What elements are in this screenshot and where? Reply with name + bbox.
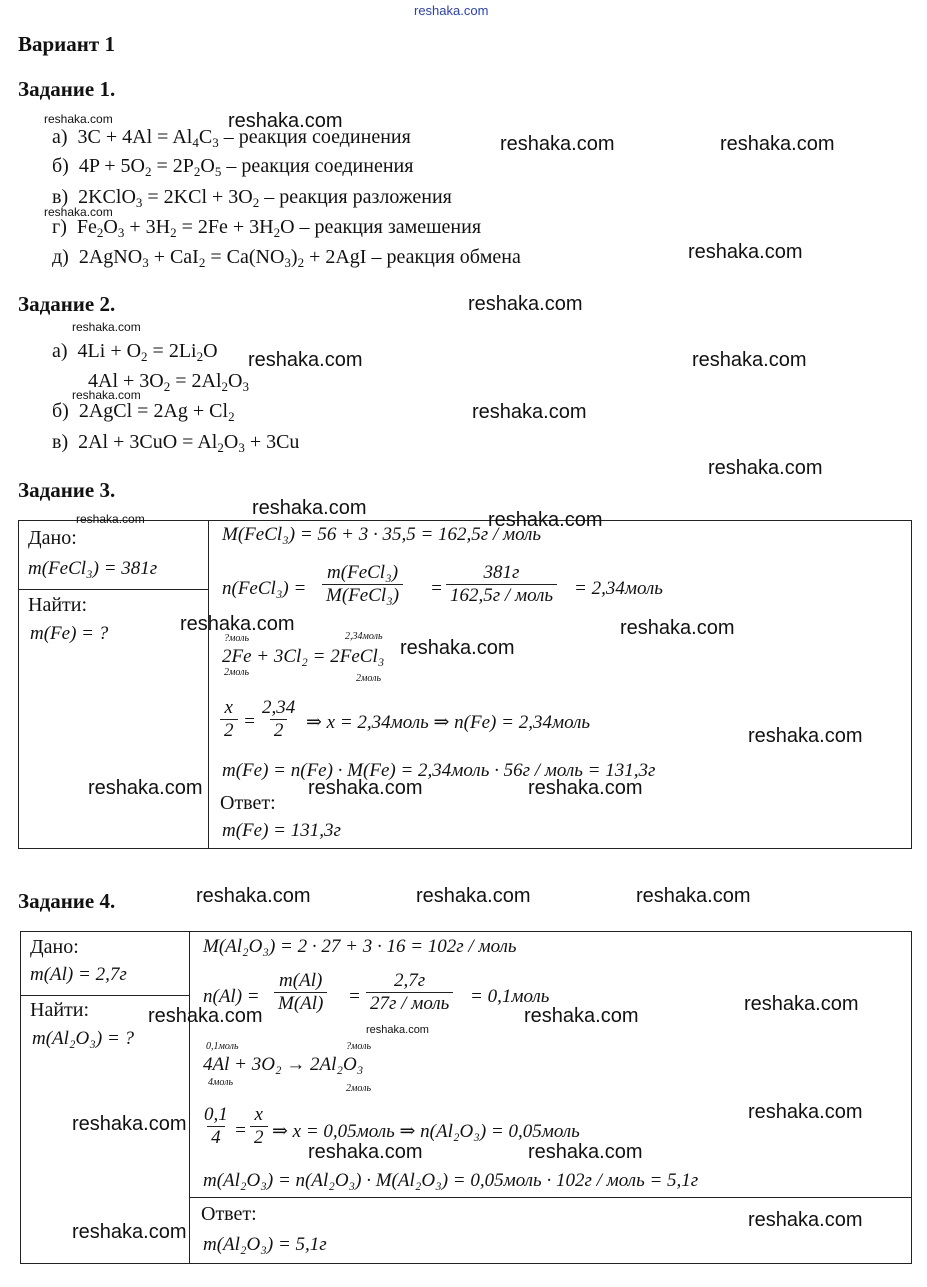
watermark: reshaka.com	[620, 617, 735, 639]
task1-heading: Задание 1.	[18, 77, 116, 101]
watermark: reshaka.com	[748, 1209, 863, 1231]
task4-given-separator	[20, 995, 189, 996]
task3-given-label: Дано:	[28, 527, 77, 549]
watermark: reshaka.com	[472, 401, 587, 423]
watermark: reshaka.com	[416, 885, 531, 907]
task4-react-top2: ?моль	[346, 1041, 372, 1052]
task4-react-bot2: 2моль	[346, 1083, 372, 1094]
task4-divider	[189, 931, 190, 1263]
task3-mass-calc: m(Fe) = n(Fe) · M(Fe) = 2,34моль · 56г / моль = 131,3г	[222, 760, 656, 781]
watermark: reshaka.com	[524, 1005, 639, 1027]
task3-molar-mass: M(FeCl₃) = 56 + 3 · 35,5 = 162,5г / моль	[222, 524, 542, 545]
task4-proportion-result: ⇒ x = 0,05моль ⇒ n(Al₂O₃) = 0,05моль	[272, 1121, 580, 1142]
watermark-small: reshaka.com	[72, 388, 141, 402]
task3-answer-label: Ответ:	[220, 792, 276, 814]
variant-title: Вариант 1	[18, 32, 115, 56]
watermark-small: reshaka.com	[76, 512, 145, 526]
task4-fraction-formula: m(Al) M(Al)	[274, 970, 327, 1015]
watermark: reshaka.com	[308, 1141, 423, 1163]
watermark: reshaka.com	[528, 777, 643, 799]
task3-find-label: Найти:	[28, 594, 88, 616]
watermark: reshaka.com	[468, 293, 583, 315]
watermark: reshaka.com	[196, 885, 311, 907]
watermark: reshaka.com	[72, 1221, 187, 1243]
task2-item-a-line1: а) $4Li + O_2 = 2Li_2O$	[52, 340, 218, 364]
task4-proportion-right: x 2	[250, 1104, 268, 1149]
task3-proportion-result: ⇒ x = 2,34моль ⇒ n(Fe) = 2,34моль	[306, 712, 591, 733]
task3-equals: =	[430, 578, 443, 599]
task3-frac1-num: m(FeCl₃)	[327, 562, 399, 583]
task3-find-value: m(Fe) = ?	[30, 623, 109, 644]
task3-reaction: 2Fe + 3Cl₂ = 2FeCl₃	[222, 646, 385, 667]
watermark: reshaka.com	[636, 885, 751, 907]
task2-item-b: б) 2AgCl = $2Ag + Cl_2$	[52, 400, 235, 424]
watermark: reshaka.com	[688, 241, 803, 263]
watermark: reshaka.com	[744, 993, 859, 1015]
watermark: reshaka.com	[252, 497, 367, 519]
task3-n-rhs: = 2,34моль	[574, 578, 663, 599]
watermark-small: reshaka.com	[44, 112, 113, 126]
task4-react-bot1: 4моль	[208, 1077, 234, 1088]
task4-equals: =	[348, 986, 361, 1007]
watermark: reshaka.com	[248, 349, 363, 371]
watermark: reshaka.com	[748, 725, 863, 747]
watermark: reshaka.com	[228, 110, 343, 132]
watermark: reshaka.com	[692, 349, 807, 371]
task3-frac2-den: 162,5г / моль	[446, 584, 557, 607]
task2-item-v: в) $2Al + 3CuO = Al_2O_3 + 3Cu$	[52, 431, 300, 455]
task4-reaction: 4Al + 3O₂ → 2Al₂O₃	[203, 1054, 364, 1075]
watermark-small: reshaka.com	[72, 320, 141, 334]
task4-answer-separator	[189, 1197, 911, 1198]
task4-molar-mass: M(Al₂O₃) = 2 · 27 + 3 · 16 = 102г / моль	[203, 936, 517, 957]
task1-item-a: а) $3C + 4Al = Al_4C_3$ – реакция соединения	[52, 126, 411, 150]
watermark: reshaka.com	[720, 133, 835, 155]
task2-item-a-line2: $4Al + 3O_2 = 2Al_2O_3$	[88, 370, 249, 394]
task4-find-value: m(Al₂O₃) = ?	[32, 1028, 135, 1049]
task4-prop-equals: =	[234, 1120, 247, 1141]
task4-given-value: m(Al) = 2,7г	[30, 964, 127, 985]
task4-heading: Задание 4.	[18, 889, 116, 913]
task3-react-bot1: 2моль	[224, 667, 250, 678]
watermark: reshaka.com	[400, 637, 515, 659]
task1-item-b: б) $4P + 5O_2 = 2P_2O_5$ – реакция соединения	[52, 155, 414, 179]
task2-heading: Задание 2.	[18, 292, 116, 316]
task3-answer: m(Fe) = 131,3г	[222, 820, 341, 841]
watermark: reshaka.com	[528, 1141, 643, 1163]
task3-proportion-left: x 2	[220, 697, 238, 742]
watermark: reshaka.com	[500, 133, 615, 155]
task3-proportion-right: 2,34 2	[262, 697, 296, 741]
task4-n-rhs: = 0,1моль	[470, 986, 550, 1007]
task3-fraction-formula	[322, 562, 403, 607]
watermark-small: reshaka.com	[366, 1024, 429, 1036]
task4-react-top1: 0,1моль	[206, 1041, 239, 1052]
task4-n-lhs: n(Al) =	[203, 986, 260, 1007]
task4-proportion-left: 0,1 4	[204, 1104, 228, 1148]
task3-n-lhs: n(FeCl₃) =	[222, 578, 307, 599]
watermark: reshaka.com	[88, 777, 203, 799]
task3-frac1-den: M(FeCl₃)	[322, 584, 403, 607]
watermark: reshaka.com	[748, 1101, 863, 1123]
watermark: reshaka.com	[180, 613, 295, 635]
watermark: reshaka.com	[148, 1005, 263, 1027]
site-url[interactable]: reshaka.com	[414, 3, 489, 18]
task3-react-top2: 2,34моль	[345, 631, 383, 642]
task1-item-g: г) $Fe_2O_3 + 3H_2 = 2Fe + 3H_2O$ – реакция замешения	[52, 216, 482, 240]
task3-divider	[208, 520, 209, 848]
task4-given-label: Дано:	[30, 936, 79, 958]
task1-item-v: в) 2KClO$_3$ = $2KCl + 3O_2$ – реакция разложения	[52, 186, 452, 210]
task3-given-separator	[18, 589, 208, 590]
task3-react-bot2: 2моль	[356, 673, 382, 684]
task3-heading: Задание 3.	[18, 478, 116, 502]
watermark: reshaka.com	[488, 509, 603, 531]
task3-fraction-values	[446, 562, 557, 607]
task3-frac2-num: 381г	[483, 562, 520, 583]
task4-fraction-values: 2,7г 27г / моль	[366, 970, 453, 1015]
task4-answer-label: Ответ:	[201, 1203, 257, 1225]
watermark: reshaka.com	[708, 457, 823, 479]
task3-react-top1: ?моль	[224, 633, 250, 644]
task1-item-d: д) 2AgNO$_3$ + $CaI_2 = Ca(NO_3)_2 + 2AgI$ – реакция обмена	[52, 246, 521, 270]
watermark-small: reshaka.com	[44, 205, 113, 219]
task3-prop-equals: =	[243, 711, 256, 732]
task4-answer: m(Al₂O₃) = 5,1г	[203, 1234, 327, 1255]
task4-find-label: Найти:	[30, 999, 90, 1021]
task4-mass-calc: m(Al₂O₃) = n(Al₂O₃) · M(Al₂O₃) = 0,05моль · 102г / моль = 5,1г	[203, 1170, 699, 1191]
task3-given-value: m(FeCl₃) = 381г	[28, 558, 158, 579]
watermark: reshaka.com	[72, 1113, 187, 1135]
watermark: reshaka.com	[308, 777, 423, 799]
